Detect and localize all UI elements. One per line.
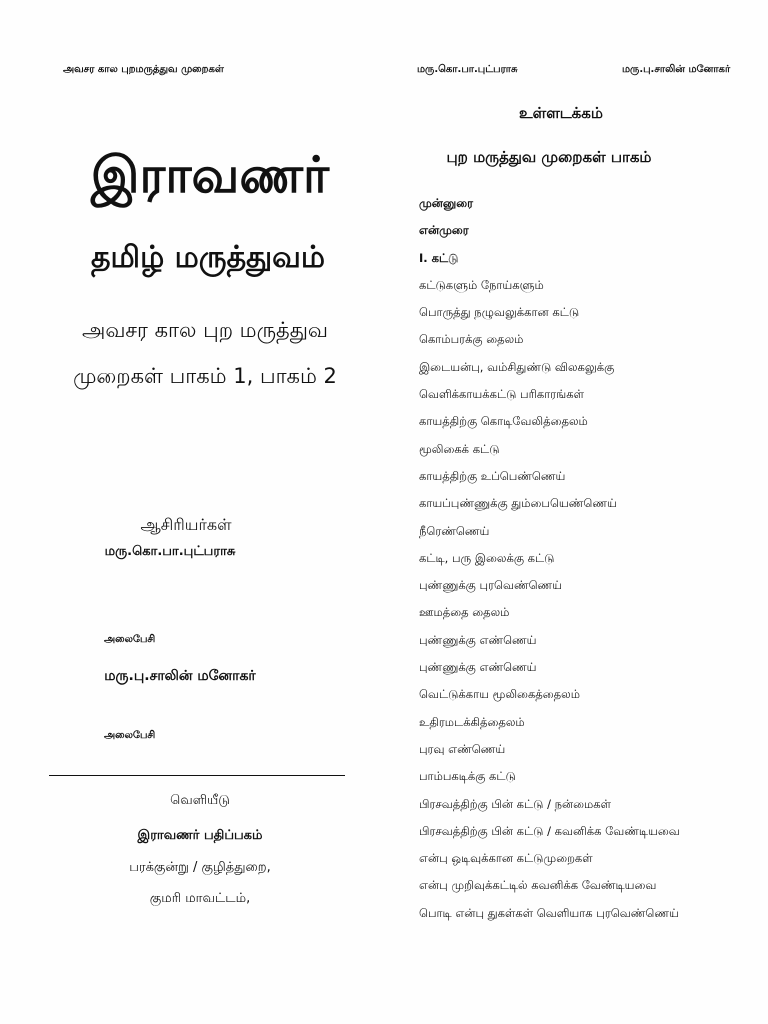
author-1-name: மரு.கொ.பா.புட்பராசு [104, 544, 236, 559]
contents-item: வெட்டுக்காய மூலிகைத்தைலம் [419, 687, 580, 702]
contents-item: பொருத்து நழுவலுக்கான கட்டு [419, 305, 580, 320]
running-header-right: மரு.பு.சாலின் மனோகர் [622, 64, 731, 75]
section-divider [49, 775, 345, 776]
contents-item: நீரெண்ணெய் [419, 523, 490, 538]
contents-item: பிரசவத்திற்கு பின் கட்டு / நன்மைகள் [419, 796, 612, 811]
contents-item: மூலிகைக் கட்டு [419, 441, 500, 456]
contents-item: வெளிக்காயக்கட்டு பரிகாரங்கள் [419, 387, 584, 402]
contents-item: என்முரை [419, 223, 469, 238]
contents-item: கொம்பரக்கு தைலம் [419, 332, 524, 347]
contents-subtitle: புற மருத்துவ முறைகள் பாகம் [446, 148, 652, 166]
phone-label-1: அலைபேசி [104, 634, 156, 645]
description-line-1: அவசர கால புற மருத்துவ [81, 318, 329, 342]
publisher-address-line-2: குமரி மாவட்டம், [149, 891, 251, 906]
contents-item: I. கட்டு [419, 250, 459, 265]
contents-item: புண்ணுக்கு புரவெண்ணெய் [419, 578, 563, 593]
contents-item: பொடி என்பு துகள்கள் வெளியாக புரவெண்ணெய் [419, 905, 679, 920]
contents-item: பாம்பகடிக்கு கட்டு [419, 769, 516, 784]
contents-item: காயத்திற்கு கொடிவேலித்தைலம் [419, 414, 588, 429]
authors-heading: ஆசிரியர்கள் [140, 515, 232, 534]
contents-item: காயப்புண்ணுக்கு தும்பையெண்ணெய் [419, 496, 617, 511]
contents-item: புண்ணுக்கு எண்ணெய் [419, 660, 537, 675]
contents-item: என்பு முறிவுக்கட்டில் கவனிக்க வேண்டியவை [419, 878, 657, 893]
contents-item: உதிரமடக்கித்தைலம் [419, 714, 525, 729]
contents-item: ஊமத்தை தைலம் [419, 605, 510, 620]
contents-item: காயத்திற்கு உப்பெண்ணெய் [419, 468, 566, 483]
contents-item: முன்னுரை [419, 196, 474, 210]
contents-item: என்பு ஒடிவுக்கான கட்டுமுறைகள் [419, 851, 593, 866]
author-2-name: மரு.பு.சாலின் மனோகர் [104, 668, 256, 684]
contents-item: புண்ணுக்கு எண்ணெய் [419, 632, 537, 647]
contents-item: இடையன்பு, வம்சிதுண்டு விலகலுக்கு [419, 359, 615, 374]
book-subtitle: தமிழ் மருத்துவம் [90, 240, 326, 275]
contents-item: கட்டுகளும் நோய்களும் [419, 277, 544, 292]
contents-item: கட்டி, பரு இலைக்கு கட்டு [419, 550, 555, 565]
contents-list [419, 190, 680, 927]
running-header-center: மரு.கொ.பா.புட்பராசு [417, 64, 518, 75]
publisher-name: இராவணர் பதிப்பகம் [137, 828, 263, 843]
running-header-left: அவசர கால புறமருத்துவ முறைகள் [63, 64, 224, 75]
book-title: இராவணர் [90, 146, 330, 204]
contents-title: உள்ளடக்கம் [519, 104, 603, 122]
contents-item: புரவு எண்ணெய் [419, 741, 506, 756]
phone-label-2: அலைபேசி [104, 730, 156, 741]
contents-item: பிரசவத்திற்கு பின் கட்டு / கவனிக்க வேண்டியவை [419, 823, 680, 838]
description-line-2: முறைகள் பாகம் 1, பாகம் 2 [73, 364, 337, 388]
publisher-address-line-1: பரக்குன்று / குழித்துறை, [129, 860, 271, 875]
publication-heading: வெளியீடு [170, 793, 230, 808]
